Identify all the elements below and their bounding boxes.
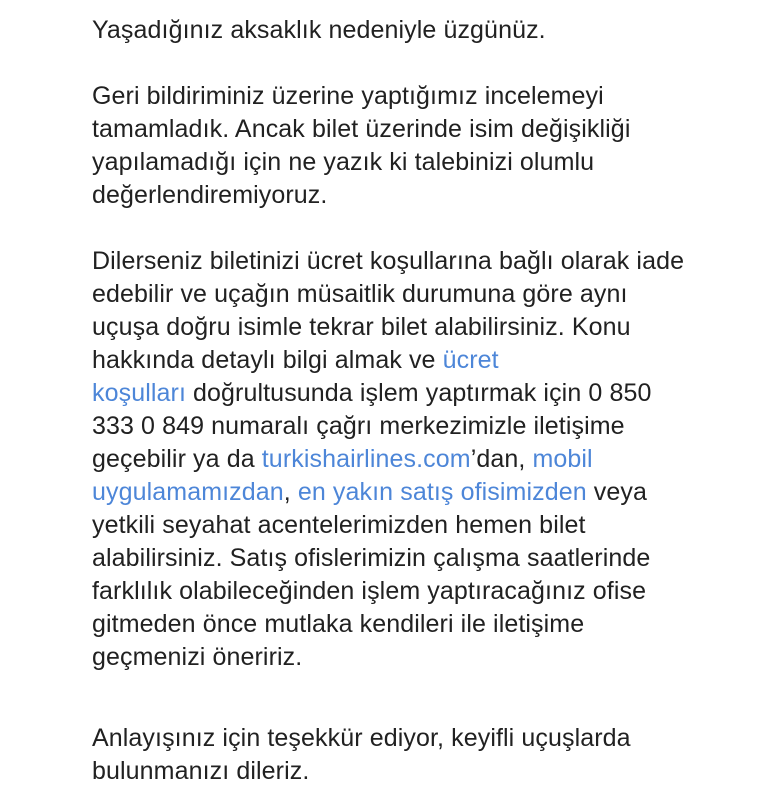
text-segment: Geri bildiriminiz üzerine yaptığımız incelemeyi [92,82,604,110]
text-line [92,377,738,410]
text-line [92,311,738,344]
text-line [92,608,738,641]
paragraph-review-result [92,80,738,212]
mobile-app-link[interactable]: mobil [532,445,593,473]
text-segment: doğrultusunda işlem yaptırmak için 0 850 [186,379,652,407]
text-line [92,278,738,311]
fare-rules-link[interactable]: koşulları [92,379,186,407]
text-line [92,245,738,278]
text-line [92,443,738,476]
text-line [92,113,738,146]
text-line [92,80,738,113]
text-segment: veya [586,478,647,506]
text-segment: tamamladık. Ancak bilet üzerinde isim değişikliği [92,115,631,143]
text-line [92,14,738,47]
text-segment: Anlayışınız için teşekkür ediyor, keyifli uçuşlarda [92,724,631,752]
text-segment: geçebilir ya da [92,445,262,473]
text-line [92,410,738,443]
text-segment: , [283,478,298,506]
paragraph-closing [92,722,738,788]
text-segment: değerlendiremiyoruz. [92,181,328,209]
text-segment: gitmeden önce mutlaka kendileri ile iletişime [92,610,585,638]
turkishairlines-com-link[interactable]: turkishairlines.com [261,445,471,473]
text-segment: geçmenizi öneririz. [92,643,303,671]
text-segment: 333 0 849 numaralı çağrı merkezimizle iletişime [92,412,625,440]
text-line [92,344,738,377]
paragraph-options-info [92,245,738,674]
text-line [92,476,738,509]
text-line [92,509,738,542]
text-segment: alabilirsiniz. Satış ofislerimizin çalışma saatlerinde [92,544,651,572]
nearest-sales-office-link[interactable]: en yakın satış ofisimizden [297,478,587,506]
text-line [92,722,738,755]
text-segment: yapılamadığı için ne yazık ki talebinizi olumlu [92,148,595,176]
text-segment: yetkili seyahat acentelerimizden hemen bilet [92,511,586,539]
text-line [92,542,738,575]
mobile-app-link[interactable]: uygulamamızdan [92,478,284,506]
text-segment: hakkında detaylı bilgi almak ve [92,346,443,374]
text-segment: ’dan, [470,445,533,473]
text-segment: uçuşa doğru isimle tekrar bilet alabilirsiniz. Konu [92,313,631,341]
text-line [92,755,738,788]
text-line [92,146,738,179]
paragraph-apology [92,14,738,47]
text-line [92,179,738,212]
text-segment: edebilir ve uçağın müsaitlik durumuna göre aynı [92,280,628,308]
text-segment: bulunmanızı dileriz. [92,757,310,785]
text-line [92,641,738,674]
text-segment: farklılık olabileceğinden işlem yaptıracağınız ofise [92,577,647,605]
text-line [92,575,738,608]
fare-rules-link[interactable]: ücret [442,346,499,374]
text-segment: Yaşadığınız aksaklık nedeniyle üzgünüz. [92,16,546,44]
text-segment: Dilerseniz biletinizi ücret koşullarına bağlı olarak iade [92,247,685,275]
